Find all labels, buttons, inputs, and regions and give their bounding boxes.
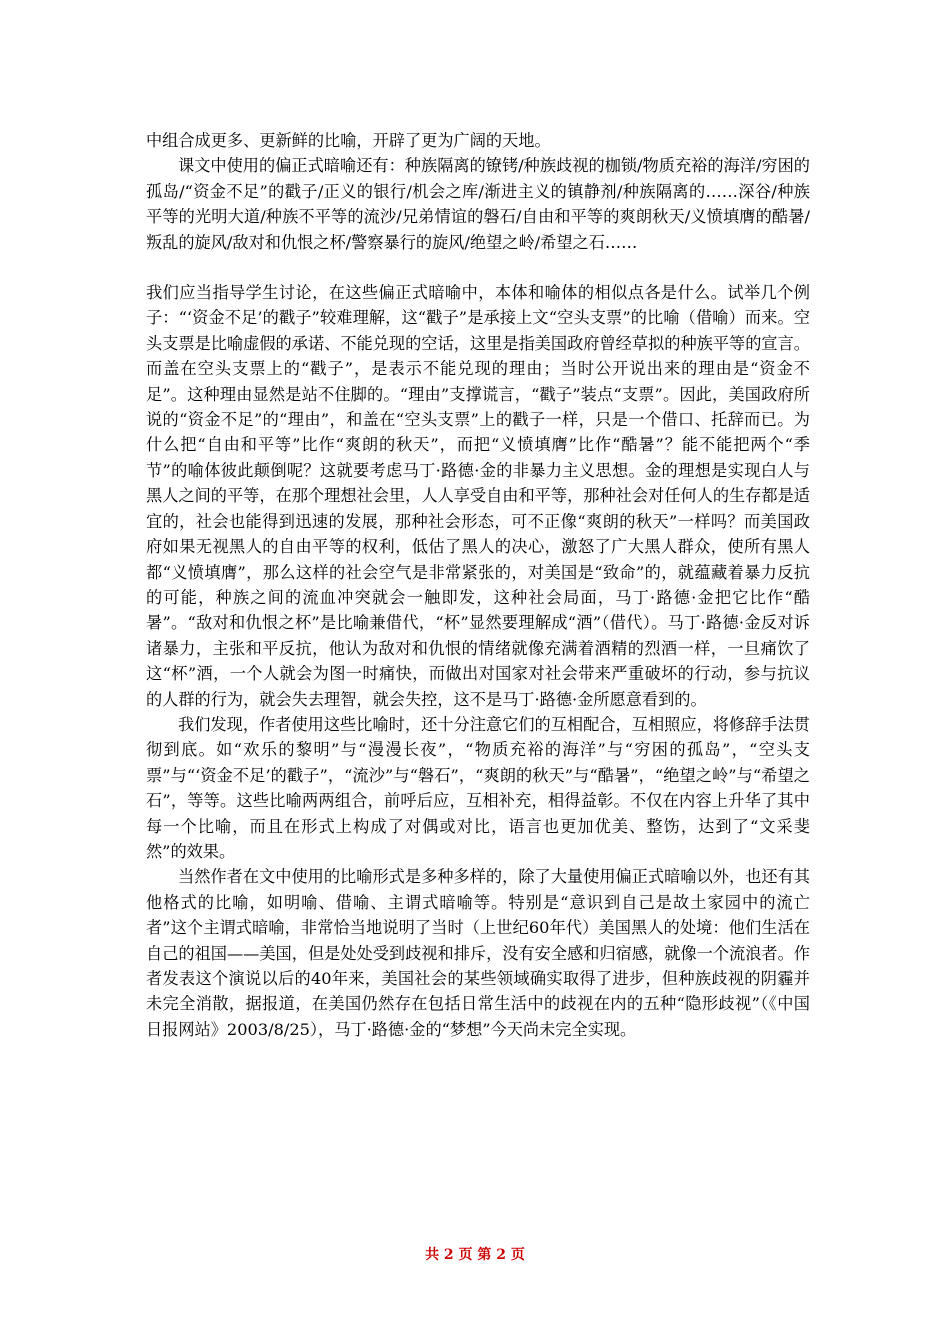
page-footer: 共 2 页 第 2 页 bbox=[425, 1247, 525, 1263]
paragraph-conclusion: 当然作者在文中使用的比喻形式是多种多样的，除了大量使用偏正式暗喻以外，也还有其他格式的比喻，如明喻、借喻、主谓式暗喻等。特别是“意识到自己是故土家园中的流亡者”这个主谓式暗喻，非常恰当地说明了当时（上世纪60年代）美国黑人的处境：他们生活在自己的祖国——美国，但是处处受到歧视和排斥，没有安全感和归宿感，就像一个流浪者。作者发表这个演说以后的40年来，美国社会的某些领域确实取得了进步，但种族歧视的阴霾并未完全消散，据报道，在美国仍然存在包括日常生活中的歧视在内的五种“隐形歧视”（《中国日报网站》2003/8/25），马丁·路德·金的“梦想”今天尚未完全实现。 bbox=[146, 867, 810, 1039]
paragraph-coordination: 我们发现，作者使用这些比喻时，还十分注意它们的互相配合，互相照应，将修辞手法贯彻到底。如“欢乐的黎明”与“漫漫长夜”，“物质充裕的海洋”与“穷困的孤岛”，“空头支票”与“‘资金不足’的戳子”，“流沙”与“磐石”，“爽朗的秋天”与“酷暑”，“绝望之岭”与“希望之石”，等等。这些比喻两两组合，前呼后应，互相补充，相得益彰。不仅在内容上升华了其中每一个比喻，而且在形式上构成了对偶或对比，语言也更加优美、整饬，达到了“文采斐然”的效果。 bbox=[146, 714, 810, 861]
document-body bbox=[146, 128, 810, 1042]
paragraph-metaphor-list: 课文中使用的偏正式暗喻还有：种族隔离的镣铐/种族歧视的枷锁/物质充裕的海洋/穷困的孤岛/“资金不足”的戳子/正义的银行/机会之库/渐进主义的镇静剂/种族隔离的……深谷/种族平等的光明大道/种族不平等的流沙/兄弟情谊的磐石/自由和平等的爽朗秋天/义愤填膺的酷暑/叛乱的旋风/敌对和仇恨之杯/警察暴行的旋风/绝望之岭/希望之石…… bbox=[146, 156, 810, 252]
paragraph-discussion: 我们应当指导学生讨论，在这些偏正式暗喻中，本体和喻体的相似点各是什么。试举几个例子：“‘资金不足’的戳子”较难理解，这“戳子”是承接上文“空头支票”的比喻（借喻）而来。空头支票是比喻虚假的承诺、不能兑现的空话，这里是指美国政府曾经草拟的种族平等的宣言。而盖在空头支票上的“戳子”，是表示不能兑现的理由；当时公开说出来的理由是“资金不足”。这种理由显然是站不住脚的。“理由”支撑谎言，“戳子”装点“支票”。因此，美国政府所说的“资金不足”的“理由”，和盖在“空头支票”上的戳子一样，只是一个借口、托辞而已。为什么把“自由和平等”比作“爽朗的秋天”，而把“义愤填膺”比作“酷暑”？能不能把两个“季节”的喻体彼此颠倒呢？这就要考虑马丁·路德·金的非暴力主义思想。金的理想是实现白人与黑人之间的平等，在那个理想社会里，人人享受自由和平等，那种社会对任何人的生存都是适宜的，社会也能得到迅速的发展，那种社会形态，可不正像“爽朗的秋天”一样吗？而美国政府如果无视黑人的自由平等的权利，低估了黑人的决心，激怒了广大黑人群众，使所有黑人都“义愤填膺”，那么这样的社会空气是非常紧张的，对美国是“致命”的，就蕴藏着暴力反抗的可能，种族之间的流血冲突就会一触即发，这种社会局面，马丁·路德·金把它比作“酷暑”。“敌对和仇恨之杯”是比喻兼借代，“杯”显然要理解成“酒”（借代）。马丁·路德·金反对诉诸暴力，主张和平反抗，他认为敌对和仇恨的情绪就像充满着酒精的烈酒一样，一旦痛饮了这“杯”酒，一个人就会为图一时痛快，而做出对国家对社会带来严重破坏的行动，参与抗议的人群的行为，就会失去理智，就会失控，这不是马丁·路德·金所愿意看到的。 bbox=[146, 283, 810, 709]
paragraph-gap bbox=[146, 255, 810, 280]
paragraph-continuation: 中组合成更多、更新鲜的比喻，开辟了更为广阔的天地。 bbox=[146, 131, 551, 150]
